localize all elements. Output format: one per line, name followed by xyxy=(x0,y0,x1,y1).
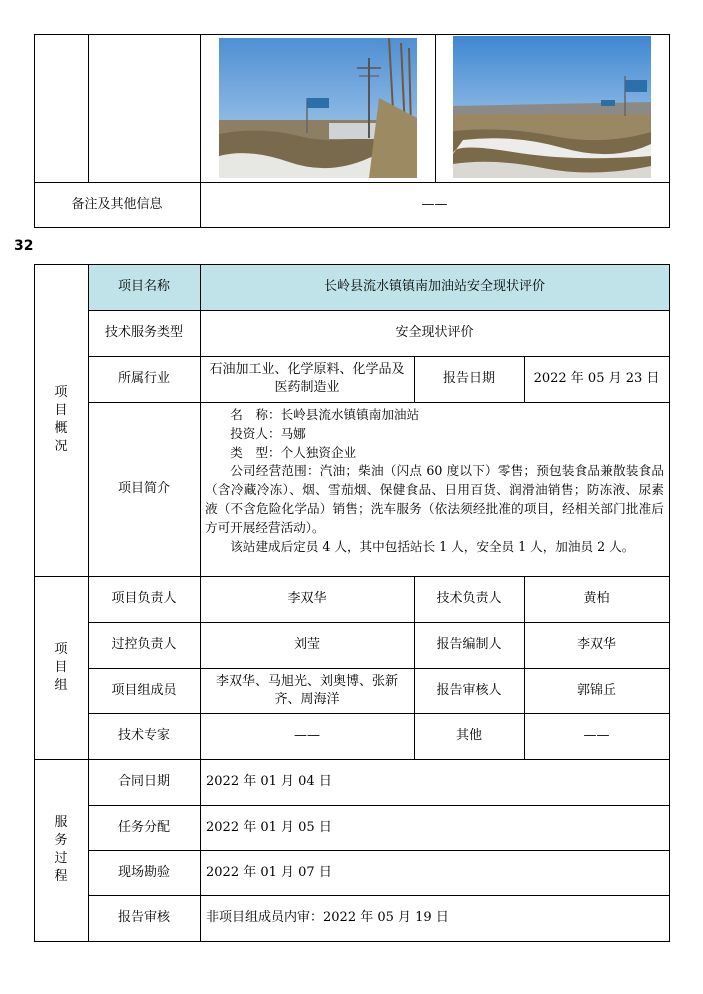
assign-date: 2022 年 01 月 05 日 xyxy=(206,819,332,835)
reviewer: 郭锦丘 xyxy=(576,682,616,698)
industry-label: 所属行业 xyxy=(117,371,170,386)
intro-line-scope: 公司经营范围：汽油；柴油（闪点 60 度以下）零售；预包装食品兼散装食品（含冷藏冷冻）、烟、雪茄烟、保健食品、日用百货、润滑油销售；防冻液、尿素液（不含危险化学品）销售；洗车服务（依法须经批准的项目，经相关部门批准后方可开展经营活动）。 xyxy=(205,463,664,535)
service-section-label: 服 务 过 程 xyxy=(54,815,68,884)
contract-date: 2022 年 01 月 04 日 xyxy=(206,774,332,789)
industry: 石油加工业、化学原料、化学品及医药制造业 xyxy=(209,362,405,395)
other: —— xyxy=(583,728,610,743)
review-label: 报告审核 xyxy=(117,910,170,925)
review-value: 非项目组成员内审：2022 年 05 月 19 日 xyxy=(206,910,449,925)
remarks-value: —— xyxy=(421,196,448,212)
intro-line-type: 类 型：个人独资企业 xyxy=(230,444,357,460)
leader-label: 项目负责人 xyxy=(111,591,177,606)
survey-label: 现场勘验 xyxy=(117,864,170,880)
intro-line-staff: 该站建成后定员 4 人，其中包括站长 1 人，安全员 1 人，加油员 2 人。 xyxy=(230,538,635,554)
service-type: 安全现状评价 xyxy=(395,325,474,340)
other-label: 其他 xyxy=(455,728,482,743)
compiler-label: 报告编制人 xyxy=(436,637,502,652)
assign-label: 任务分配 xyxy=(117,819,170,835)
process: 刘莹 xyxy=(293,637,320,652)
members-label: 项目组成员 xyxy=(111,682,177,698)
section-number: 32 xyxy=(14,238,34,254)
process-label: 过控负责人 xyxy=(111,637,177,652)
team-section-label: 项 目 组 xyxy=(54,641,68,693)
tech-leader: 黄柏 xyxy=(583,591,610,606)
intro-text xyxy=(205,406,664,556)
leader: 李双华 xyxy=(287,591,327,606)
intro-label: 项目简介 xyxy=(117,481,170,496)
site-photo-1 xyxy=(219,38,417,178)
compiler: 李双华 xyxy=(576,637,616,652)
remarks-label: 备注及其他信息 xyxy=(71,196,163,212)
report-date-label: 报告日期 xyxy=(442,371,495,386)
overview-section-label: 项 目 概 况 xyxy=(54,385,68,454)
expert: —— xyxy=(294,728,320,743)
report-date: 2022 年 05 月 23 日 xyxy=(533,371,660,386)
project-name: 长岭县流水镇镇南加油站安全现状评价 xyxy=(323,279,545,294)
project-name-label: 项目名称 xyxy=(117,279,170,294)
site-photo-2 xyxy=(453,36,651,178)
members: 李双华、马旭光、刘奥博、张新齐、周海洋 xyxy=(215,673,398,707)
intro-line-name: 名 称：长岭县流水镇镇南加油站 xyxy=(230,407,420,422)
reviewer-label: 报告审核人 xyxy=(436,682,502,698)
service-type-label: 技术服务类型 xyxy=(104,325,183,340)
intro-line-investor: 投资人：马娜 xyxy=(230,425,306,441)
expert-label: 技术专家 xyxy=(117,728,170,743)
survey-date: 2022 年 01 月 07 日 xyxy=(206,864,332,880)
contract-label: 合同日期 xyxy=(117,774,170,789)
tech-leader-label: 技术负责人 xyxy=(436,591,502,606)
